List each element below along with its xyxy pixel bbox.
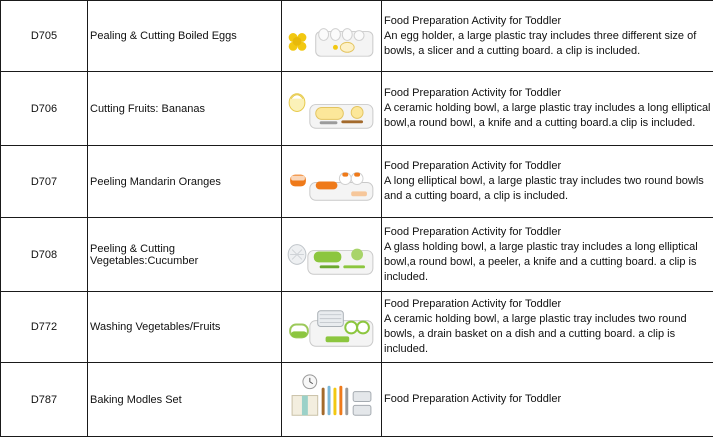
table-row [1, 292, 713, 363]
table-row [1, 146, 713, 218]
item-name: Cutting Fruits: Bananas [88, 72, 282, 146]
orange-tray-kit-icon [286, 149, 377, 214]
baking-tools-set-icon [286, 366, 377, 433]
description-title: Food Preparation Activity for Toddler [384, 14, 713, 29]
description-body: A ceramic holding bowl, a large plastic tray includes a long elliptical bowl,a round bowl, a knife and a cutting board.a clip is included. [384, 101, 713, 131]
description-body: A glass holding bowl, a large plastic tray includes a long elliptical bowl,a round bowl, a peeler, a knife and a cutting board. a clip is included. [384, 240, 713, 285]
table-row [1, 72, 713, 146]
product-photo [282, 218, 382, 292]
item-description [382, 1, 713, 72]
item-description [382, 146, 713, 218]
description-body: A ceramic holding bowl, a large plastic tray includes two round bowls, a drain basket on a dish and a cutting board. a clip is included. [384, 312, 713, 357]
description-body: A long elliptical bowl, a large plastic tray includes two round bowls and a cutting board, a clip is included. [384, 174, 713, 204]
description-title: Food Preparation Activity for Toddler [384, 392, 713, 407]
description-title: Food Preparation Activity for Toddler [384, 225, 713, 240]
table-row [1, 363, 713, 437]
product-photo [282, 146, 382, 218]
item-description [382, 363, 713, 437]
description-title: Food Preparation Activity for Toddler [384, 297, 713, 312]
item-name: Washing Vegetables/Fruits [88, 292, 282, 363]
item-name: Baking Modles Set [88, 363, 282, 437]
item-code: D707 [1, 146, 88, 218]
item-description [382, 218, 713, 292]
product-photo [282, 72, 382, 146]
table-row [1, 218, 713, 292]
item-code: D787 [1, 363, 88, 437]
item-code: D772 [1, 292, 88, 363]
item-code: D706 [1, 72, 88, 146]
product-photo [282, 1, 382, 72]
washing-tray-kit-icon [286, 295, 377, 359]
product-photo [282, 363, 382, 437]
description-title: Food Preparation Activity for Toddler [384, 159, 713, 174]
item-name: Peeling & Cutting Vegetables:Cucumber [88, 218, 282, 292]
description-title: Food Preparation Activity for Toddler [384, 86, 713, 101]
item-description [382, 292, 713, 363]
egg-tray-kit-icon [286, 4, 377, 68]
table-row [1, 1, 713, 72]
banana-tray-kit-icon [286, 75, 377, 142]
description-body: An egg holder, a large plastic tray includes three different size of bowls, a slicer and a cutting board. a clip is included. [384, 29, 713, 59]
cucumber-tray-kit-icon [286, 221, 377, 288]
item-name: Peeling Mandarin Oranges [88, 146, 282, 218]
product-photo [282, 292, 382, 363]
item-name: Pealing & Cutting Boiled Eggs [88, 1, 282, 72]
item-code: D705 [1, 1, 88, 72]
item-code: D708 [1, 218, 88, 292]
item-description [382, 72, 713, 146]
